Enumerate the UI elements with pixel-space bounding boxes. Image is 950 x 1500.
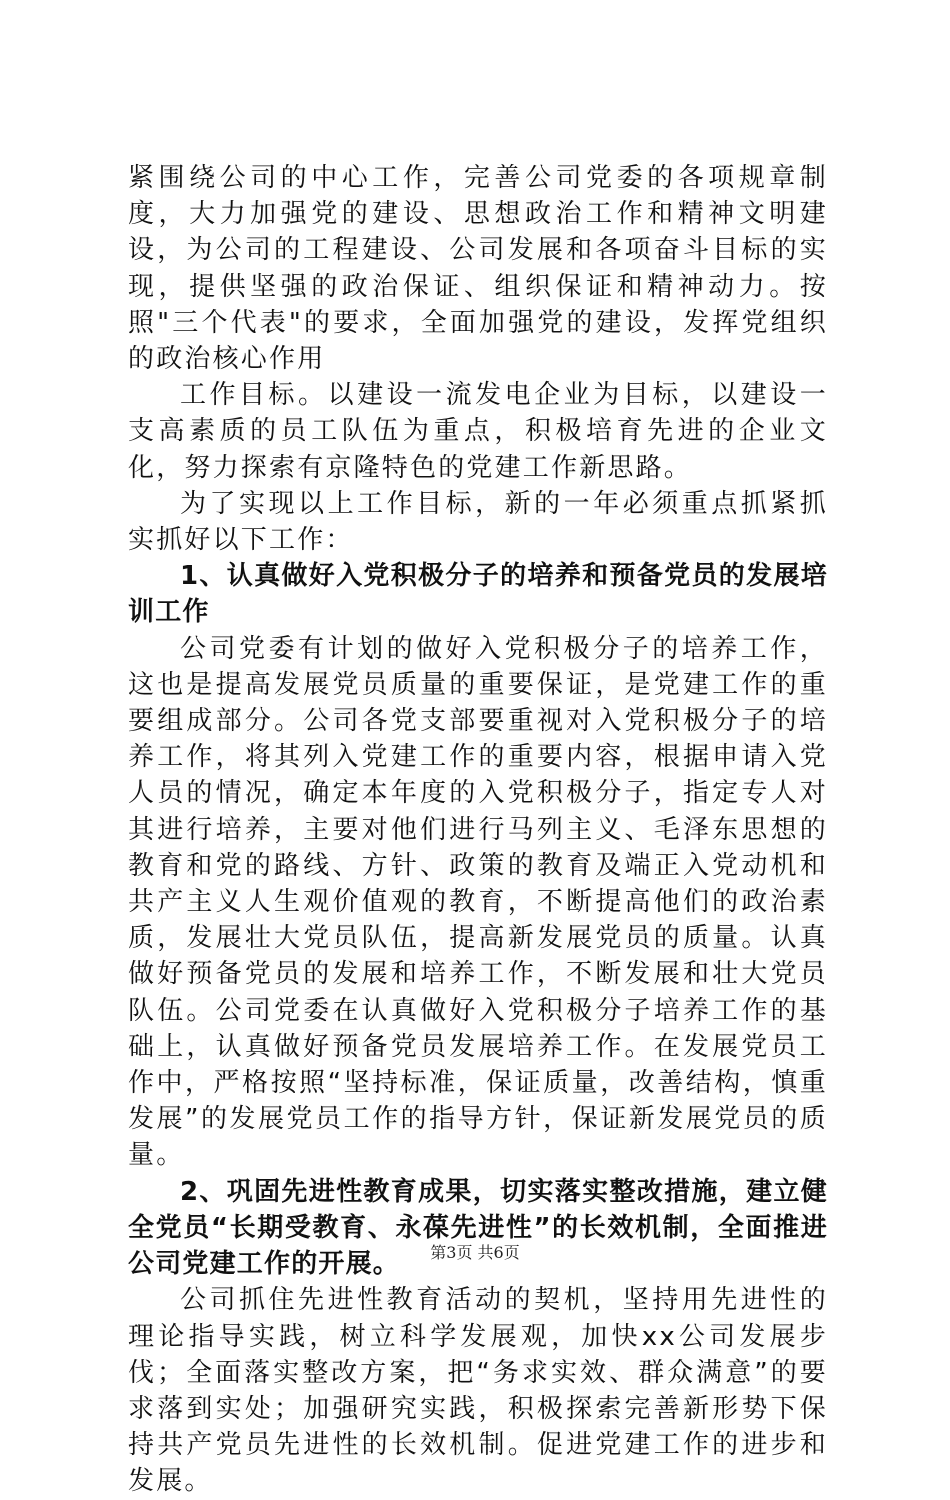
paragraph-party-building-intro: 紧围绕公司的中心工作，完善公司党委的各项规章制度，大力加强党的建设、思想政治工作和精神文明建设，为公司的工程建设、公司发展和各项奋斗目标的实现，提供坚强的政治保证、组织保证和精神动力。按照"三个代表"的要求，全面加强党的建设，发挥党组织的政治核心作用 [128, 163, 828, 375]
paragraph-work-goals: 工作目标。以建设一流发电企业为目标，以建设一支高素质的员工队伍为重点，积极培育先进的企业文化，努力探索有京隆特色的党建工作新思路。 [128, 380, 828, 483]
section-heading-1: 1、认真做好入党积极分子的培养和预备党员的发展培训工作 [128, 561, 828, 628]
document-body [128, 160, 828, 1500]
paragraph-advanced-education: 公司抓住先进性教育活动的契机，坚持用先进性的理论指导实践，树立科学发展观，加快xx公司发展步伐；全面落实整改方案，把“务求实效、群众满意”的要求落到实处；加强研究实践，积极探索完善新形势下保持共产党员先进性的长效机制。促进党建工作的进步和发展。 [128, 1285, 828, 1497]
section-heading-2: 2、巩固先进性教育成果，切实落实整改措施，建立健全党员“长期受教育、永葆先进性”的长效机制，全面推进公司党建工作的开展。 [128, 1176, 828, 1280]
page-number-footer: 第3页 共6页 [430, 1243, 520, 1262]
paragraph-key-tasks-intro: 为了实现以上工作目标，新的一年必须重点抓紧抓实抓好以下工作： [128, 488, 828, 556]
paragraph-activist-training: 公司党委有计划的做好入党积极分子的培养工作，这也是提高发展党员质量的重要保证，是党建工作的重要组成部分。公司各党支部要重视对入党积极分子的培养工作，将其列入党建工作的重要内容，根据申请入党人员的情况，确定本年度的入党积极分子，指定专人对其进行培养，主要对他们进行马列主义、毛泽东思想的教育和党的路线、方针、政策的教育及端正入党动机和共产主义人生观价值观的教育，不断提高他们的政治素质，发展壮大党员队伍，提高新发展党员的质量。认真做好预备党员的发展和培养工作，不断发展和壮大党员队伍。公司党委在认真做好入党积极分子培养工作的基础上，认真做好预备党员发展培养工作。在发展党员工作中，严格按照“坚持标准，保证质量，改善结构，慎重发展”的发展党员工作的指导方针，保证新发展党员的质量。 [128, 633, 828, 1171]
